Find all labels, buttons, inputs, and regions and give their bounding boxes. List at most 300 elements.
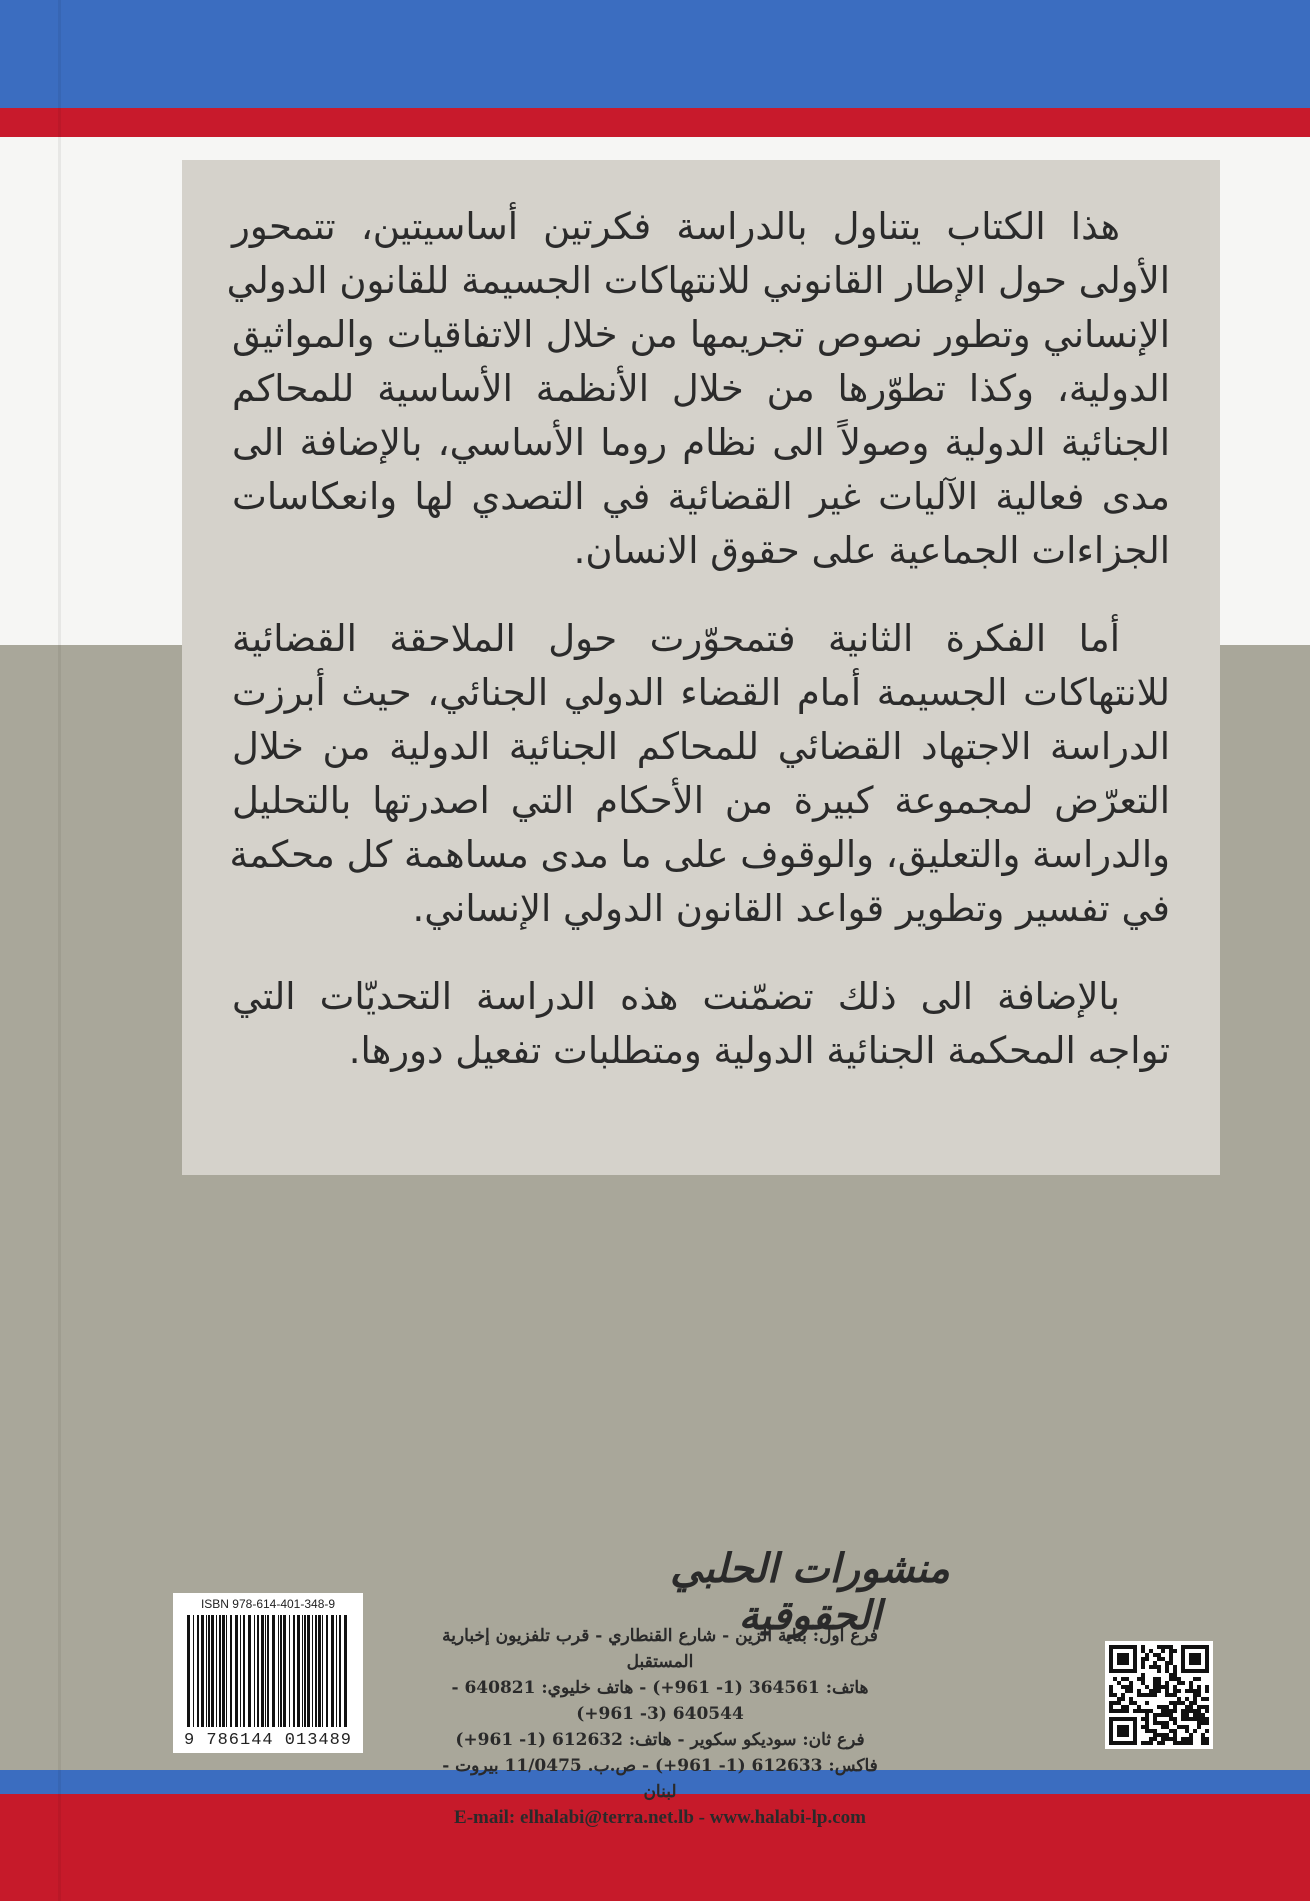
qr-module (1169, 1673, 1173, 1677)
qr-module (1121, 1693, 1125, 1697)
qr-module (1165, 1645, 1169, 1649)
text-line: للانتهاكات الجسيمة أمام القضاء الدولي الجنائي، حيث أبرزت (232, 671, 1170, 714)
qr-module (1169, 1645, 1173, 1649)
qr-module (1193, 1697, 1197, 1701)
qr-module (1205, 1689, 1209, 1693)
qr-module (1177, 1725, 1181, 1729)
qr-module (1177, 1701, 1181, 1705)
qr-module (1185, 1689, 1189, 1693)
qr-module (1141, 1725, 1145, 1729)
qr-module (1173, 1737, 1177, 1741)
top-blue-band (0, 0, 1310, 108)
qr-module (1157, 1733, 1161, 1737)
isbn-barcode (173, 1593, 363, 1753)
qr-module (1173, 1689, 1177, 1693)
qr-module (1141, 1657, 1145, 1661)
qr-module (1149, 1729, 1153, 1733)
qr-module (1185, 1709, 1189, 1713)
qr-module (1117, 1725, 1129, 1737)
qr-module (1125, 1677, 1129, 1681)
qr-module (1141, 1673, 1145, 1677)
text-line: الأولى حول الإطار القانوني للانتهاكات الجسيمة للقانون الدولي (226, 259, 1170, 302)
contact-line: E-mail: elhalabi@terra.net.lb - www.halabi-lp.com (454, 1807, 866, 1828)
barcode-bars (181, 1615, 355, 1727)
description-panel (182, 160, 1220, 1175)
qr-module (1189, 1685, 1193, 1689)
qr-module (1157, 1685, 1161, 1689)
text-line: أما الفكرة الثانية فتمحوّرت حول الملاحقة القضائية (232, 617, 1120, 660)
qr-module (1141, 1645, 1145, 1649)
qr-module (1181, 1681, 1185, 1685)
qr-code-grid (1105, 1641, 1213, 1749)
qr-module (1177, 1677, 1181, 1681)
barcode-bar (293, 1615, 295, 1727)
qr-module (1165, 1661, 1169, 1665)
qr-module (1169, 1701, 1173, 1705)
qr-module (1133, 1709, 1137, 1713)
qr-module (1157, 1689, 1161, 1693)
barcode-bar (257, 1615, 259, 1727)
barcode-bar (339, 1615, 341, 1727)
qr-module (1165, 1685, 1169, 1689)
spine-hinge (58, 0, 61, 1901)
qr-module (1197, 1713, 1201, 1717)
qr-module (1157, 1645, 1161, 1649)
qr-module (1173, 1701, 1177, 1705)
qr-module (1129, 1681, 1133, 1685)
qr-module (1113, 1709, 1117, 1713)
qr-module (1189, 1681, 1193, 1685)
qr-module (1181, 1713, 1185, 1717)
qr-module (1157, 1677, 1161, 1681)
paragraph-3 (232, 970, 1170, 1078)
qr-module (1113, 1701, 1117, 1705)
qr-module (1197, 1685, 1201, 1689)
qr-module (1173, 1649, 1177, 1653)
qr-module (1189, 1709, 1193, 1713)
qr-module (1177, 1689, 1181, 1693)
qr-module (1193, 1713, 1197, 1717)
barcode-bar (261, 1615, 264, 1727)
qr-module (1121, 1705, 1125, 1709)
qr-module (1205, 1741, 1209, 1745)
qr-module (1169, 1657, 1173, 1661)
qr-module (1169, 1693, 1173, 1697)
qr-module (1201, 1741, 1205, 1745)
qr-module (1189, 1701, 1193, 1705)
qr-module (1181, 1737, 1185, 1741)
qr-module (1121, 1709, 1125, 1713)
qr-module (1201, 1697, 1205, 1701)
qr-module (1121, 1685, 1125, 1689)
qr-module (1169, 1717, 1173, 1721)
qr-module (1149, 1689, 1153, 1693)
qr-module (1165, 1693, 1169, 1697)
qr-module (1153, 1681, 1157, 1685)
qr-module (1145, 1685, 1149, 1689)
top-red-stripe (0, 108, 1310, 137)
qr-module (1201, 1713, 1205, 1717)
qr-module (1145, 1725, 1149, 1729)
qr-module (1141, 1665, 1145, 1669)
barcode-bar (307, 1615, 310, 1727)
qr-module (1161, 1721, 1165, 1725)
qr-module (1189, 1717, 1193, 1721)
qr-module (1145, 1653, 1149, 1657)
qr-module (1125, 1709, 1129, 1713)
qr-module (1173, 1693, 1177, 1697)
qr-module (1165, 1669, 1169, 1673)
qr-module (1177, 1697, 1181, 1701)
qr-module (1189, 1741, 1193, 1745)
qr-module (1201, 1737, 1205, 1741)
qr-module (1141, 1693, 1145, 1697)
qr-module (1193, 1729, 1197, 1733)
barcode-bar (248, 1615, 251, 1727)
barcode-bar (235, 1615, 238, 1727)
qr-module (1185, 1713, 1189, 1717)
qr-module (1197, 1721, 1201, 1725)
qr-module (1137, 1677, 1141, 1681)
isbn-label: ISBN 978-614-401-348-9 (200, 1597, 336, 1611)
qr-module (1141, 1661, 1145, 1665)
qr-module (1161, 1649, 1165, 1653)
qr-module (1165, 1681, 1169, 1685)
qr-module (1145, 1741, 1149, 1745)
qr-module (1173, 1733, 1177, 1737)
qr-module (1161, 1733, 1165, 1737)
qr-module (1165, 1733, 1169, 1737)
qr-module (1197, 1689, 1201, 1693)
barcode-bar (297, 1615, 300, 1727)
qr-module (1149, 1649, 1153, 1653)
barcode-bar (206, 1615, 207, 1727)
qr-module (1181, 1725, 1185, 1729)
barcode-bar (312, 1615, 313, 1727)
qr-module (1193, 1689, 1197, 1693)
qr-module (1181, 1717, 1185, 1721)
address-line: فاكس: 612633 (1- 961+) - ص.ب. 11/0475 بيروت - لبنان (442, 1756, 878, 1802)
barcode-bar (219, 1615, 221, 1727)
qr-module (1157, 1713, 1161, 1717)
qr-module (1173, 1721, 1177, 1725)
qr-code-icon (1105, 1641, 1213, 1749)
qr-module (1169, 1737, 1173, 1741)
qr-module (1185, 1697, 1189, 1701)
barcode-bar (226, 1615, 227, 1727)
qr-module (1153, 1693, 1157, 1697)
qr-module (1173, 1685, 1177, 1689)
qr-module (1169, 1713, 1173, 1717)
barcode-bar (222, 1615, 225, 1727)
text-line: مدى فعالية الآليات غير القضائية في التصدي لها وانعكاسات (232, 475, 1170, 518)
qr-module (1145, 1693, 1149, 1697)
qr-module (1113, 1693, 1117, 1697)
qr-module (1205, 1717, 1209, 1721)
qr-module (1161, 1709, 1165, 1713)
qr-module (1177, 1681, 1181, 1685)
qr-module (1117, 1709, 1121, 1713)
qr-module (1185, 1737, 1189, 1741)
qr-module (1165, 1737, 1169, 1741)
text-line: بالإضافة الى ذلك تضمّنت هذه الدراسة التحديّات التي (232, 975, 1120, 1018)
qr-module (1173, 1717, 1177, 1721)
qr-module (1161, 1741, 1165, 1745)
qr-module (1205, 1729, 1209, 1733)
qr-module (1133, 1701, 1137, 1705)
qr-module (1149, 1709, 1153, 1713)
qr-module (1121, 1677, 1125, 1681)
qr-module (1189, 1737, 1193, 1741)
qr-module (1153, 1653, 1157, 1657)
barcode-bar (302, 1615, 303, 1727)
qr-module (1165, 1721, 1169, 1725)
qr-module (1157, 1705, 1161, 1709)
barcode-bar (304, 1615, 306, 1727)
qr-module (1145, 1721, 1149, 1725)
qr-module (1153, 1665, 1157, 1669)
barcode-bar (211, 1615, 214, 1727)
qr-module (1161, 1705, 1165, 1709)
qr-module (1149, 1741, 1153, 1745)
qr-module (1109, 1693, 1113, 1697)
barcode-bar (315, 1615, 317, 1727)
text-line: هذا الكتاب يتناول بالدراسة فكرتين أساسيتين، تتمحور (232, 205, 1120, 248)
qr-module (1153, 1661, 1157, 1665)
qr-module (1197, 1677, 1201, 1681)
paragraph-1 (226, 200, 1170, 578)
qr-module (1117, 1681, 1121, 1685)
barcode-bar (193, 1615, 194, 1727)
qr-module (1109, 1705, 1113, 1709)
qr-module (1185, 1717, 1189, 1721)
qr-module (1181, 1709, 1185, 1713)
qr-module (1153, 1737, 1157, 1741)
qr-module (1149, 1737, 1153, 1741)
text-line: تواجه المحكمة الجنائية الدولية ومتطلبات تفعيل دورها. (348, 1029, 1170, 1072)
barcode-bar (272, 1615, 275, 1727)
barcode-bar (187, 1615, 190, 1727)
qr-module (1193, 1709, 1197, 1713)
qr-module (1125, 1705, 1129, 1709)
qr-module (1189, 1689, 1193, 1693)
qr-module (1137, 1709, 1141, 1713)
qr-module (1173, 1709, 1177, 1713)
qr-module (1157, 1721, 1161, 1725)
qr-module (1153, 1677, 1157, 1681)
qr-module (1141, 1717, 1145, 1721)
text-line: في تفسير وتطوير قواعد القانون الدولي الإنساني. (412, 887, 1170, 930)
qr-module (1165, 1713, 1169, 1717)
qr-module (1157, 1681, 1161, 1685)
qr-module (1165, 1665, 1169, 1669)
qr-module (1145, 1657, 1149, 1661)
qr-module (1141, 1681, 1145, 1685)
qr-module (1153, 1729, 1157, 1733)
qr-module (1197, 1705, 1201, 1709)
barcode-bar (336, 1615, 337, 1727)
qr-module (1201, 1721, 1205, 1725)
qr-module (1157, 1741, 1161, 1745)
qr-module (1197, 1725, 1201, 1729)
publisher-address (430, 1623, 890, 1831)
paragraph-2 (229, 612, 1170, 936)
qr-module (1189, 1733, 1193, 1737)
barcode-bar (322, 1615, 323, 1727)
qr-module (1161, 1725, 1165, 1729)
qr-module (1173, 1669, 1177, 1673)
text-line: الجنائية الدولية وصولاً الى نظام روما الأساسي، بالإضافة الى (232, 421, 1170, 464)
barcode-bar (326, 1615, 328, 1727)
qr-module (1173, 1729, 1177, 1733)
qr-module (1141, 1709, 1145, 1713)
qr-module (1169, 1653, 1173, 1657)
qr-module (1149, 1693, 1153, 1697)
qr-module (1161, 1713, 1165, 1717)
qr-module (1157, 1665, 1161, 1669)
qr-module (1125, 1689, 1129, 1693)
qr-module (1145, 1729, 1149, 1733)
qr-module (1125, 1685, 1129, 1689)
qr-module (1177, 1741, 1181, 1745)
qr-module (1145, 1717, 1149, 1721)
qr-module (1129, 1701, 1133, 1705)
qr-module (1141, 1649, 1145, 1653)
barcode-bar (331, 1615, 334, 1727)
qr-module (1169, 1709, 1173, 1713)
qr-module (1145, 1709, 1149, 1713)
text-line: الدراسة الاجتهاد القضائي للمحاكم الجنائية الدولية من خلال (232, 725, 1170, 768)
qr-module (1129, 1685, 1133, 1689)
qr-module (1169, 1661, 1173, 1665)
qr-module (1185, 1705, 1189, 1709)
qr-module (1117, 1701, 1121, 1705)
qr-module (1193, 1677, 1197, 1681)
qr-module (1129, 1689, 1133, 1693)
qr-module (1161, 1737, 1165, 1741)
qr-module (1129, 1697, 1133, 1701)
qr-module (1189, 1705, 1193, 1709)
barcode-bar (265, 1615, 266, 1727)
text-line: الجزاءات الجماعية على حقوق الانسان. (573, 529, 1170, 572)
qr-module (1197, 1709, 1201, 1713)
qr-module (1161, 1645, 1165, 1649)
qr-module (1109, 1701, 1113, 1705)
qr-module (1173, 1677, 1177, 1681)
qr-module (1137, 1705, 1141, 1709)
qr-module (1137, 1693, 1141, 1697)
barcode-bar (197, 1615, 199, 1727)
qr-module (1153, 1685, 1157, 1689)
qr-module (1153, 1689, 1157, 1693)
barcode-bar (230, 1615, 232, 1727)
qr-module (1193, 1693, 1197, 1697)
barcode-bar (201, 1615, 204, 1727)
qr-module (1109, 1709, 1113, 1713)
qr-module (1157, 1653, 1161, 1657)
qr-module (1117, 1697, 1121, 1701)
qr-module (1109, 1689, 1113, 1693)
qr-module (1185, 1729, 1189, 1733)
qr-module (1165, 1725, 1169, 1729)
qr-module (1153, 1713, 1157, 1717)
address-line: هاتف: 364561 (1- 961+) - هاتف خليوي: 640821 - 640544 (3- 961+) (451, 1678, 869, 1724)
qr-module (1153, 1717, 1157, 1721)
qr-module (1197, 1717, 1201, 1721)
qr-module (1161, 1657, 1165, 1661)
qr-module (1189, 1653, 1201, 1665)
text-line: الإنساني وتطور نصوص تجريمها من خلال الاتفاقيات والمواثيق (232, 313, 1170, 356)
text-line: والدراسة والتعليق، والوقوف على ما مدى مساهمة كل محكمة (229, 833, 1170, 876)
qr-module (1173, 1741, 1177, 1745)
qr-module (1145, 1701, 1149, 1705)
qr-module (1157, 1657, 1161, 1661)
barcode-bar (283, 1615, 286, 1727)
qr-module (1165, 1705, 1169, 1709)
qr-module (1201, 1705, 1205, 1709)
qr-module (1137, 1689, 1141, 1693)
qr-module (1169, 1729, 1173, 1733)
qr-module (1157, 1669, 1161, 1673)
barcode-bar (280, 1615, 282, 1727)
qr-module (1185, 1725, 1189, 1729)
barcode-bar (278, 1615, 279, 1727)
qr-module (1205, 1685, 1209, 1689)
ean-number: 9 786144 013489 (183, 1731, 353, 1750)
qr-module (1181, 1701, 1185, 1705)
qr-module (1173, 1665, 1177, 1669)
barcode-bar (318, 1615, 321, 1727)
qr-module (1169, 1677, 1173, 1681)
qr-module (1113, 1677, 1117, 1681)
qr-module (1205, 1705, 1209, 1709)
qr-module (1181, 1741, 1185, 1745)
qr-module (1153, 1733, 1157, 1737)
qr-module (1173, 1673, 1177, 1677)
qr-module (1205, 1697, 1209, 1701)
qr-module (1165, 1709, 1169, 1713)
text-line: التعرّض لمجموعة كبيرة من الأحكام التي اصدرتها بالتحليل (232, 779, 1170, 822)
qr-module (1169, 1649, 1173, 1653)
address-line: فرع ثان: سوديكو سكوير - هاتف: 612632 (1- 961+) (455, 1730, 865, 1750)
barcode-bar (240, 1615, 241, 1727)
qr-module (1161, 1685, 1165, 1689)
qr-module (1197, 1693, 1201, 1697)
qr-module (1149, 1665, 1153, 1669)
barcode-bar (208, 1615, 210, 1727)
barcode-bar (216, 1615, 217, 1727)
qr-module (1193, 1717, 1197, 1721)
barcode-bar (267, 1615, 269, 1727)
barcode-bar (344, 1615, 347, 1727)
qr-module (1193, 1701, 1197, 1705)
qr-module (1205, 1737, 1209, 1741)
barcode-bar (289, 1615, 290, 1727)
qr-module (1205, 1709, 1209, 1713)
address-line: فرع اول: بناية الزين - شارع القنطاري - قرب تلفزيون إخبارية المستقبل (442, 1626, 878, 1672)
qr-module (1201, 1717, 1205, 1721)
text-line: الدولية، وكذا تطوّرها من خلال الأنظمة الأساسية للمحاكم (232, 367, 1170, 410)
qr-module (1185, 1741, 1189, 1745)
qr-module (1141, 1741, 1145, 1745)
qr-module (1205, 1721, 1209, 1725)
publisher-logo: منشورات الحلبي الحقوقية (670, 1545, 950, 1639)
qr-module (1121, 1697, 1125, 1701)
qr-module (1145, 1713, 1149, 1717)
qr-module (1109, 1685, 1113, 1689)
qr-module (1201, 1733, 1205, 1737)
qr-module (1153, 1721, 1157, 1725)
